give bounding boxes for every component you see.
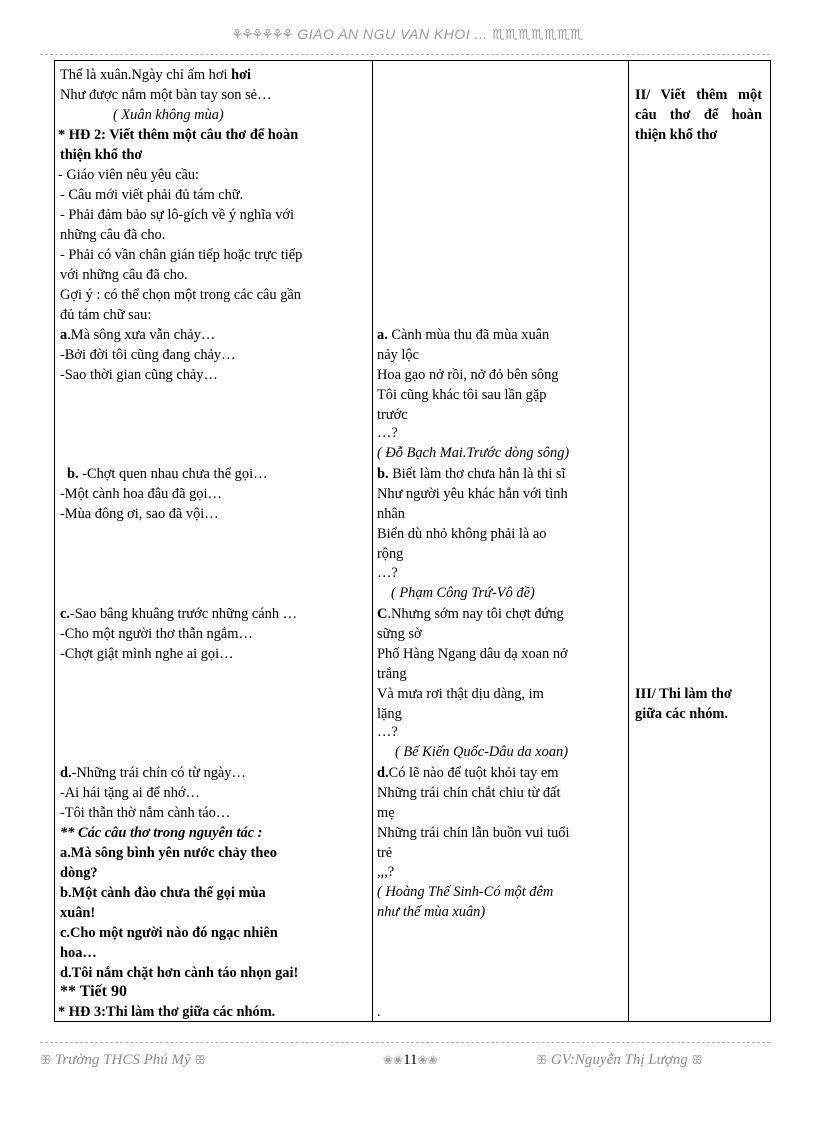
header-divider [40,54,770,55]
trailing-dot: . [377,1004,381,1020]
answer-source: ( Đỗ Bạch Mai.Trước dòng sông) [377,445,570,461]
page-number: 11 [403,1052,418,1068]
poem-line: Thế là xuân.Ngày chỉ ấm hơi hơi [60,67,252,83]
option-a: a.Mà sông xưa vẫn chảy… [60,327,216,343]
text-line: với những câu đã cho. [60,267,188,283]
section-3-heading: III/ Thi làm thơ giữa các nhóm. [635,686,732,722]
lesson-number: ** Tiết 90 [60,983,127,1000]
answer-line: trắng [377,666,407,682]
text-line: những câu đã cho. [60,227,166,243]
option-line: -Mùa đông ơi, sao đã vội… [60,506,219,522]
answer-source: như thế mùa xuân) [377,904,486,920]
answer-line: …? [377,724,398,740]
answer-line: …? [377,425,398,441]
answer-source: ( Phạm Công Trứ-Vô đề) [391,585,535,601]
answer-line: Những trái chín lẫn buồn vui tuổi [377,825,570,841]
text-line: đủ tám chữ sau: [60,307,152,323]
option-c: c.-Sao bâng khuâng trước những cánh … [60,606,298,622]
ornament-icon: ꕥ [536,1053,548,1067]
original-line: b.Một cành đào chưa thể gọi mùa [60,885,266,901]
answer-line: mẹ [377,805,395,821]
answer-line: rộng [377,546,404,562]
answer-line: Biển dù nhỏ không phải là ao [377,526,547,542]
text-line: - Phải có vần chân gián tiếp hoặc trực tiếp [60,247,303,263]
option-b: b. -Chợt quen nhau chưa thể gọi… [67,466,268,482]
footer-teacher: ꕥ GV:Nguyễn Thị Lượng ꕥ [536,1052,703,1068]
option-line: -Tôi thẫn thờ nắm cành táo… [60,805,231,821]
answer-line: Tôi cũng khác tôi sau lần gặp [377,387,547,403]
page-header: ⚘⚘⚘⚘⚘⚘ GIAO AN NGU VAN KHOI ... ♏♏♏♏♏♏♏ [232,26,584,42]
activity-heading: * HĐ 3:Thi làm thơ giữa các nhóm. [58,1004,276,1020]
option-line: -Chợt giật mình nghe ai gọi… [60,646,234,662]
original-line: c.Cho một người nào đó ngạc nhiên [60,925,278,941]
original-line: xuân! [60,905,96,921]
answer-a: a. Cành mùa thu đã mùa xuân [377,327,550,343]
answer-d: d.Có lẽ nào để tuột khỏi tay em [377,765,559,781]
answer-b: b. Biết làm thơ chưa hẳn là thi sĩ [377,466,566,482]
answer-line: lặng [377,706,402,722]
ornament-icon: ❀❀ [417,1053,438,1067]
footer-divider [40,1042,770,1043]
activity-heading: thiện khổ thơ [60,147,143,163]
answer-source: ( Hoàng Thế Sinh-Có một đêm [377,884,554,900]
original-line: dòng? [60,865,98,881]
footer-page [383,1052,438,1069]
text-line: - Phải đảm bảo sự lô-gích về ý nghĩa với [60,207,295,223]
option-line: -Ai hái tặng ai để nhớ… [60,785,200,801]
ornament-icon: ꕥ [40,1053,52,1067]
activities-column [55,61,373,1022]
answer-line: nhân [377,506,405,522]
answer-line: trẻ [377,845,393,861]
footer-school: ꕥ Trường THCS Phú Mỹ ꕥ [40,1052,206,1068]
option-line: -Sao thời gian cũng chảy… [60,367,218,383]
section-2-heading: II/ Viết thêm một câu thơ để hoàn thiện khổ thơ [635,87,762,143]
original-line: d.Tôi nắm chặt hơn cành táo nhọn gai! [60,965,299,981]
answer-line: Phố Hàng Ngang dâu dạ xoan nở [377,646,568,662]
content-column [629,61,771,1022]
answers-column [373,61,629,1022]
answer-line: Những trái chín chắt chiu từ đất [377,785,561,801]
answer-line: ,,,? [377,864,395,880]
answer-line: sững sờ [377,626,422,642]
option-d: d.-Những trái chín có từ ngày… [60,765,246,781]
original-line: a.Mà sông bình yên nước chảy theo [60,845,277,861]
answer-line: …? [377,565,398,581]
poem-source: ( Xuân không mùa) [113,107,224,123]
answer-line: Và mưa rơi thật dịu dàng, im [377,686,544,702]
option-line: -Một cành hoa đâu đã gọi… [60,486,222,502]
ornament-icon: ꕥ [194,1053,206,1067]
option-line: -Cho một người thơ thẫn ngắm… [60,626,253,642]
answer-source: ( Bế Kiến Quốc-Dâu da xoan) [395,744,569,760]
text-line: - Câu mới viết phải đủ tám chữ. [60,187,244,203]
answer-line: Hoa gạo nở rồi, nở đỏ bên sông [377,367,559,383]
ornament-icon: ❀❀ [383,1053,404,1067]
lesson-table [54,60,771,1022]
answer-line: trước [377,407,408,423]
text-line: Gợi ý : có thể chọn một trong các câu gần [60,287,301,303]
answer-c: C.Nhưng sớm nay tôi chợt đứng [377,606,564,622]
activity-heading: * HĐ 2: Viết thêm một câu thơ để hoàn [58,127,299,143]
answer-line: Như người yêu khác hẳn với tình [377,486,568,502]
ornament-icon: ꕥ [691,1053,703,1067]
original-heading: ** Các câu thơ trong nguyên tác : [60,825,263,841]
poem-line: Như được nắm một bàn tay son sẻ… [60,87,272,103]
option-line: -Bởi đời tôi cũng đang chảy… [60,347,236,363]
text-line: - Giáo viên nêu yêu cầu: [58,167,200,183]
answer-line: nảy lộc [377,347,419,363]
original-line: hoa… [60,945,97,961]
